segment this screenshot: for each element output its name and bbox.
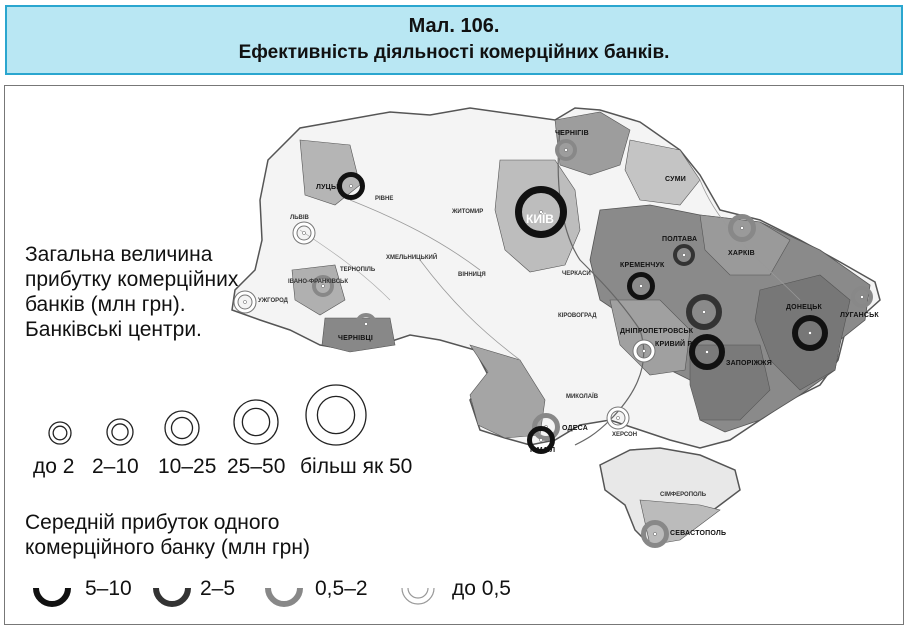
city-label-odesa: ОДЕСА [562, 425, 588, 432]
legend-size-label-3: 10–25 [158, 455, 217, 478]
city-label-sumy: СУМИ [665, 176, 686, 183]
city-label-ternopil: ТЕРНОПІЛЬ [340, 267, 376, 273]
city-label-donetsk: ДОНЕЦЬК [786, 304, 822, 311]
city-label-kharkiv: ХАРКІВ [728, 250, 755, 257]
city-label-izmail: ІЗМАЇЛ [530, 447, 556, 454]
city-label-mykolaiv: МИКОЛАЇВ [566, 394, 599, 400]
city-label-kirovohrad: КІРОВОГРАД [558, 313, 597, 319]
legend-avg-arc-2 [156, 588, 188, 604]
city-label-chernihiv: ЧЕРНІГІВ [555, 130, 589, 137]
legend-size-circle-5 [306, 385, 366, 445]
legend-avg-label-2: 2–5 [200, 577, 236, 600]
legend-size-circles [49, 385, 366, 445]
legend-size-circle-2 [107, 419, 133, 445]
city-label-sevastopol: СЕВАСТОПОЛЬ [670, 530, 727, 537]
legend-size-circle-3 [165, 411, 199, 445]
city-label-chernivtsi: ЧЕРНІВЦІ [338, 335, 373, 342]
city-label-ivano-frankivsk: ІВАНО-ФРАНКІВСЬК [288, 279, 349, 285]
legend-avg-label-3: 0,5–2 [315, 577, 368, 600]
legend-avg-title: Середній прибуток одного комерційного банку (млн грн) [25, 511, 310, 559]
city-label-kyiv: КИЇВ [526, 212, 554, 226]
bank-center-kherson [607, 407, 629, 429]
legend-size-label-1: до 2 [33, 455, 75, 478]
city-label-luhansk: ЛУГАНСЬК [840, 312, 879, 319]
bank-center-lviv [293, 222, 315, 244]
city-label-lviv: ЛЬВІВ [290, 215, 309, 221]
legend-size-label-2: 2–10 [92, 455, 139, 478]
city-label-rivne: РІВНЕ [375, 196, 394, 202]
city-label-poltava: ПОЛТАВА [662, 236, 698, 243]
legend-avg-arc-3 [268, 588, 300, 604]
legend-avg-label-1: 5–10 [85, 577, 132, 600]
legend-size-label-4: 25–50 [227, 455, 286, 478]
city-label-vinnytsia: ВІННИЦЯ [458, 272, 486, 278]
city-label-lutsk: ЛУЦЬК [316, 184, 341, 191]
bank-center-kryvyi-rih [633, 340, 655, 362]
legend-avg-arc-4 [402, 588, 434, 604]
legend-size-circle-1 [49, 422, 71, 444]
city-label-cherkasy: ЧЕРКАСИ [562, 271, 591, 277]
city-label-kremenchuk: КРЕМЕНЧУК [620, 262, 665, 269]
legend-size-circle-4 [234, 400, 278, 444]
city-label-zaporizhzhia: ЗАПОРІЖЖЯ [726, 360, 772, 367]
city-label-kryvyi-rih: КРИВИЙ РІГ [655, 341, 699, 348]
city-label-uzhhorod: УЖГОРОД [258, 298, 288, 304]
legend-avg-label-4: до 0,5 [452, 577, 511, 600]
city-label-khmelnytskyi: ХМЕЛЬНИЦЬКИЙ [386, 255, 438, 261]
legend-avg-arc-1 [36, 588, 68, 604]
city-label-simferopol: СІМФЕРОПОЛЬ [660, 492, 707, 498]
legend-total-title: Загальна величина прибутку комерційних банків (млн грн). Банківські центри. [25, 243, 239, 341]
figure-title: Ефективність діяльності комерційних банків. [238, 42, 670, 63]
legend-size-label-5: більш як 50 [300, 455, 413, 478]
figure-number: Мал. 106. [408, 15, 500, 37]
city-label-zhytomyr: ЖИТОМИР [452, 209, 484, 215]
legend-avg-arc-4-inner [408, 588, 428, 598]
city-label-kherson: ХЕРСОН [612, 432, 638, 438]
city-label-dnipropetrovsk: ДНІПРОПЕТРОВСЬК [620, 328, 694, 335]
